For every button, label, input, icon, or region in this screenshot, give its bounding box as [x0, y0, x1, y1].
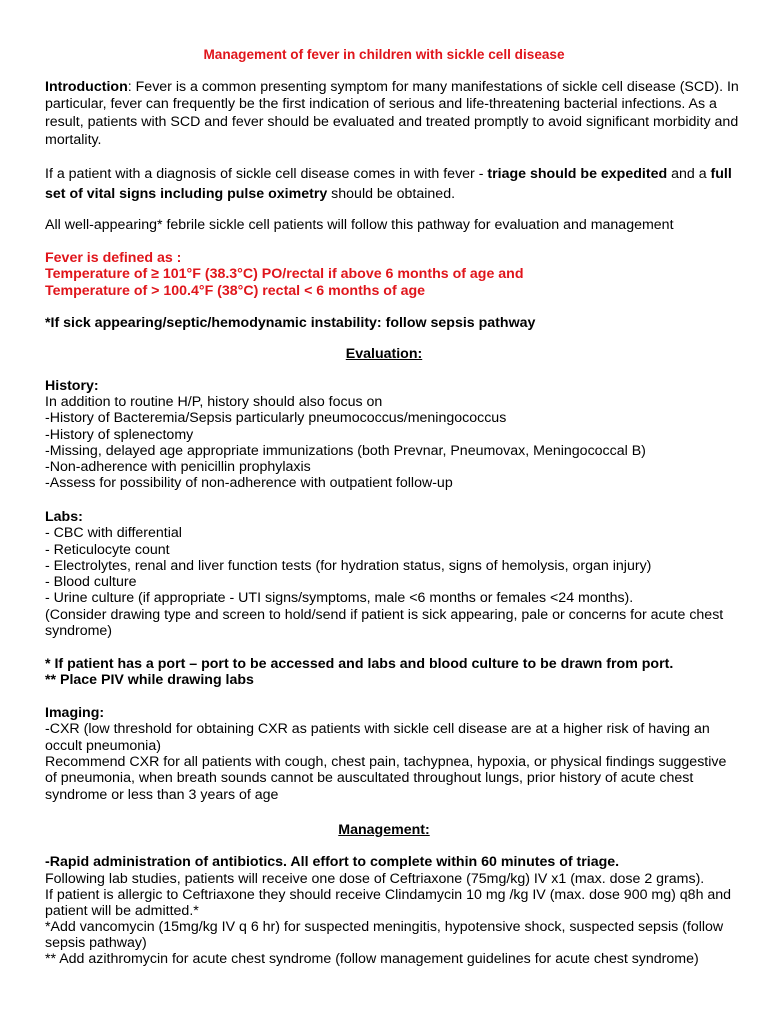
triage-text-c: and a — [667, 166, 711, 182]
fever-criteria-2: Temperature of > 100.4°F (38°C) rectal < 6 months of age — [45, 283, 426, 299]
labs-item: - Electrolytes, renal and liver function tests (for hydration status, signs of hemolysis, organ injury) — [45, 558, 652, 574]
document-title: Management of fever in children with sickle cell disease — [203, 47, 565, 62]
labs-item: - CBC with differential — [45, 525, 182, 541]
management-item: *Add vancomycin (15mg/kg IV q 6 hr) for suspected meningitis, hypotensive shock, suspected sepsis (follow — [45, 919, 724, 935]
intro-line-4: mortality. — [45, 132, 102, 148]
intro-line-1 — [45, 79, 739, 96]
management-heading: Management: — [338, 822, 430, 838]
pathway-text: All well-appearing* febrile sickle cell patients will follow this pathway for evaluation and management — [45, 217, 674, 233]
labs-heading: Labs: — [45, 509, 83, 525]
intro-line-2: particular, fever can frequently be the first indication of serious and life-threatening bacterial infections. As a — [45, 96, 717, 112]
labs-item: (Consider drawing type and screen to hold/send if patient is sick appearing, pale or concerns for acute chest — [45, 607, 724, 623]
management-item: sepsis pathway) — [45, 935, 147, 951]
management-item: If patient is allergic to Ceftriaxone they should receive Clindamycin 10 mg /kg IV (max. dose 900 mg) q8h and — [45, 887, 732, 903]
port-note-2: ** Place PIV while drawing labs — [45, 672, 254, 688]
imaging-item: of pneumonia, when breath sounds cannot be auscultated throughout lungs, prior history of acute chest — [45, 770, 694, 786]
imaging-heading: Imaging: — [45, 705, 105, 721]
management-item: ** Add azithromycin for acute chest syndrome (follow management guidelines for acute chest syndrome) — [45, 951, 699, 967]
imaging-item: syndrome or less than 3 years of age — [45, 787, 279, 803]
history-item: -Assess for possibility of non-adherence with outpatient follow-up — [45, 475, 453, 491]
sepsis-note: *If sick appearing/septic/hemodynamic instability: follow sepsis pathway — [45, 315, 536, 331]
triage-text-b: triage should be expedited — [487, 166, 668, 182]
labs-item: syndrome) — [45, 623, 113, 639]
history-item: -History of Bacteremia/Sepsis particularly pneumococcus/meningococcus — [45, 410, 507, 426]
history-item: In addition to routine H/P, history should also focus on — [45, 394, 383, 410]
fever-criteria-1: Temperature of ≥ 101°F (38.3°C) PO/rectal if above 6 months of age and — [45, 266, 524, 282]
management-bold-note: -Rapid administration of antibiotics. All effort to complete within 60 minutes of triage. — [45, 854, 620, 870]
triage-text-d: full — [710, 166, 732, 182]
history-item: -Non-adherence with penicillin prophylaxis — [45, 459, 311, 475]
triage-line-2 — [45, 186, 455, 203]
imaging-item: occult pneumonia) — [45, 738, 161, 754]
evaluation-heading: Evaluation: — [345, 346, 423, 362]
triage-text-a: If a patient with a diagnosis of sickle cell disease comes in with fever - — [45, 166, 488, 182]
fever-heading: Fever is defined as : — [45, 250, 182, 266]
intro-label: Introduction — [45, 79, 128, 95]
history-heading: History: — [45, 378, 99, 394]
triage-line-1 — [45, 166, 732, 183]
labs-item: - Blood culture — [45, 574, 137, 590]
imaging-item: -CXR (low threshold for obtaining CXR as patients with sickle cell disease are at a higher risk of having an — [45, 721, 710, 737]
port-note-1: * If patient has a port – port to be accessed and labs and blood culture to be drawn from port. — [45, 656, 674, 672]
history-item: -History of splenectomy — [45, 427, 194, 443]
triage-text-f: should be obtained. — [327, 186, 456, 202]
history-item: -Missing, delayed age appropriate immunizations (both Prevnar, Pneumovax, Meningococcal B) — [45, 443, 646, 459]
management-item: patient will be admitted.* — [45, 903, 199, 919]
management-item: Following lab studies, patients will receive one dose of Ceftriaxone (75mg/kg) IV x1 (max. dose 2 grams). — [45, 871, 705, 887]
labs-item: - Reticulocyte count — [45, 542, 170, 558]
imaging-item: Recommend CXR for all patients with cough, chest pain, tachypnea, hypoxia, or physical findings suggestive — [45, 754, 727, 770]
intro-text-1: : Fever is a common presenting symptom for many manifestations of sickle cell disease (SCD). In — [127, 79, 739, 95]
intro-line-3: result, patients with SCD and fever should be evaluated and treated promptly to avoid significant morbidity and — [45, 114, 739, 130]
triage-text-e: set of vital signs including pulse oximetry — [45, 186, 328, 202]
labs-item: - Urine culture (if appropriate - UTI signs/symptoms, male <6 months or females <24 months). — [45, 590, 634, 606]
